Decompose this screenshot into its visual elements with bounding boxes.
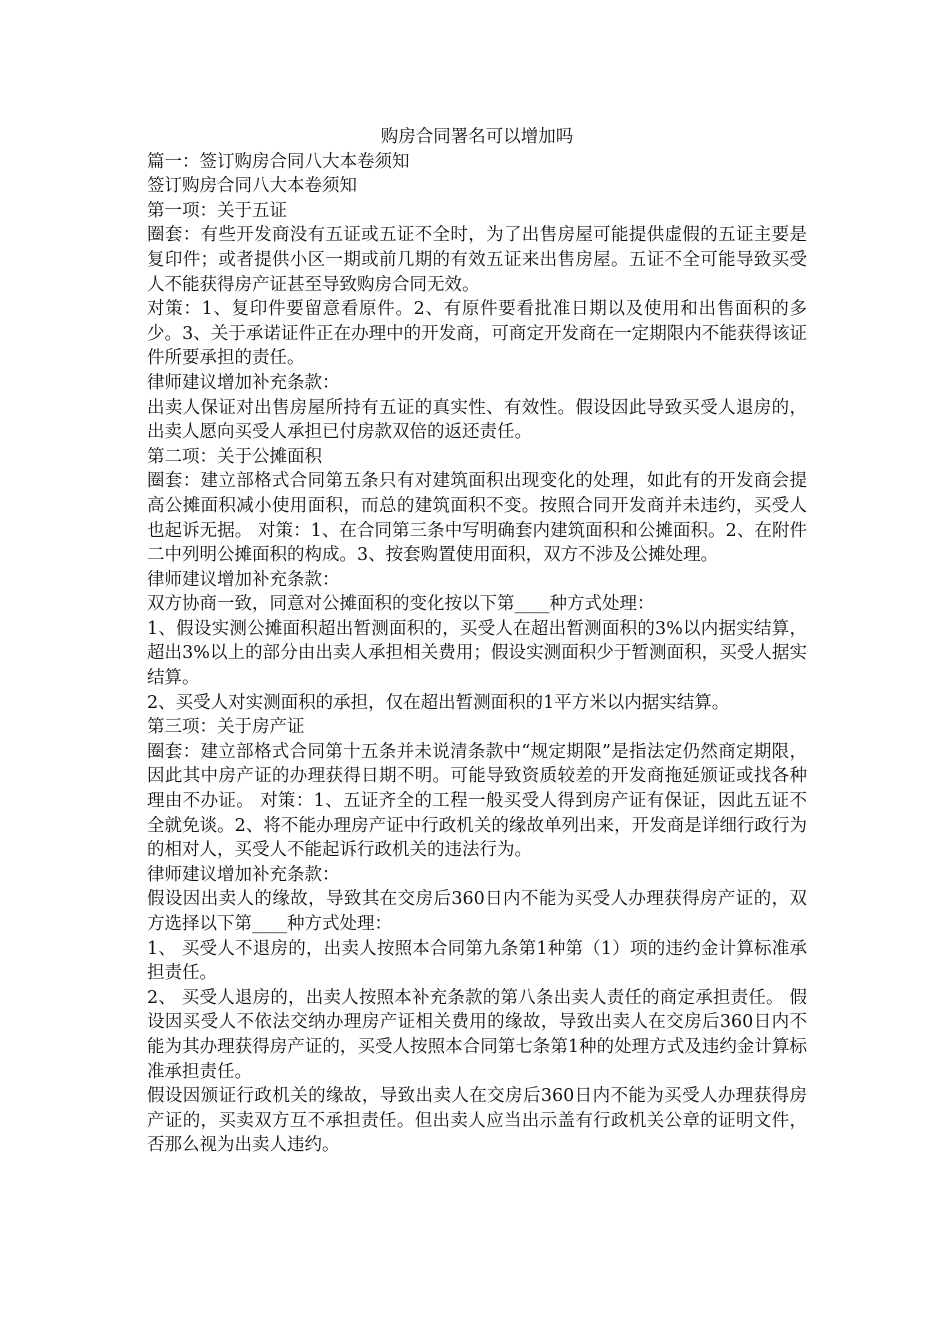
clause-option-3-2: 2、 买受人退房的，出卖人按照本补充条款的第八条出卖人责任的商定承担责任。 假设因买受人不依法交纳办理房产证相关费用的缘故，导致出卖人在交房后360日内不能为其办理获得房产证的，买受人按照本合同第七条第1种的处理方式及违约金计算标准承担责任。 [147, 987, 807, 1082]
subtitle: 签订购房合同八大本卷须知 [147, 176, 357, 197]
clause-paragraph-3-extra: 假设因颁证行政机关的缘故，导致出卖人在交房后360日内不能为买受人办理获得房产证的，买卖双方互不承担责任。但出卖人应当出示盖有行政机关公章的证明文件，否那么视为出卖人违约。 [147, 1086, 807, 1156]
clause-option-2-1: 1、假设实测公摊面积超出暂测面积的，买受人在超出暂测面积的3%以内据实结算，超出3%以上的部分由出卖人承担相关费用；假设实测面积少于暂测面积，买受人据实结算。 [147, 618, 807, 689]
clause-option-3-1: 1、 买受人不退房的，出卖人按照本合同第九条第1种第（1）项的违约金计算标准承担责任。 [147, 938, 807, 984]
lawyer-advice-heading-2: 律师建议增加补充条款： [147, 569, 340, 590]
item-heading-1: 第一项：关于五证 [147, 200, 287, 221]
document-title: 购房合同署名可以增加吗 [380, 127, 574, 147]
document-page [147, 125, 807, 1158]
clause-paragraph-1: 出卖人保证对出售房屋所持有五证的真实性、有效性。假设因此导致买受人退房的，出卖人愿向买受人承担已付房款双倍的返还责任。 [147, 397, 807, 443]
trap-paragraph-3: 圈套：建立部格式合同第十五条并未说清条款中“规定期限”是指法定仍然商定期限，因此其中房产证的办理获得日期不明。可能导致资质较差的开发商拖延颁证或找各种理由不办证。 对策：1、五证齐全的工程一般买受人得到房产证有保证，因此五证不全就免谈。2、将不能办理房产证中行政机关的缘故单列出来，开发商是详细行政行为的相对人，买受人不能起诉行政机关的违法行为。 [147, 741, 807, 861]
clause-paragraph-2: 双方协商一致，同意对公摊面积的变化按以下第____种方式处理： [147, 594, 655, 615]
clause-paragraph-3: 假设因出卖人的缘故，导致其在交房后360日内不能为买受人办理获得房产证的，双方选择以下第____种方式处理： [147, 889, 807, 934]
countermeasure-paragraph-1: 对策：1、复印件要留意看原件。2、有原件要看批准日期以及使用和出售面积的多少。3、关于承诺证件正在办理中的开发商，可商定开发商在一定期限内不能获得该证件所要承担的责任。 [147, 299, 807, 369]
item-heading-2: 第二项：关于公摊面积 [147, 446, 322, 467]
item-heading-3: 第三项：关于房产证 [147, 717, 305, 738]
trap-paragraph-1: 圈套：有些开发商没有五证或五证不全时，为了出售房屋可能提供虚假的五证主要是复印件；或者提供小区一期或前几期的有效五证来出售房屋。五证不全可能导致买受人不能获得房产证甚至导致购房合同无效。 [147, 225, 807, 295]
lawyer-advice-heading-3: 律师建议增加补充条款： [147, 864, 340, 885]
trap-paragraph-2: 圈套：建立部格式合同第五条只有对建筑面积出现变化的处理，如此有的开发商会提高公摊面积减小使用面积，而总的建筑面积不变。按照合同开发商并未违约，买受人也起诉无据。 对策：1、在合同第三条中写明确套内建筑面积和公摊面积。2、在附件二中列明公摊面积的构成。3、按套购置使用面积，双方不涉及公摊处理。 [147, 471, 807, 566]
clause-option-2-2: 2、买受人对实测面积的承担，仅在超出暂测面积的1平方米以内据实结算。 [147, 692, 730, 713]
lawyer-advice-heading-1: 律师建议增加补充条款： [147, 372, 340, 393]
section-heading-1: 篇一：签订购房合同八大本卷须知 [147, 151, 410, 172]
